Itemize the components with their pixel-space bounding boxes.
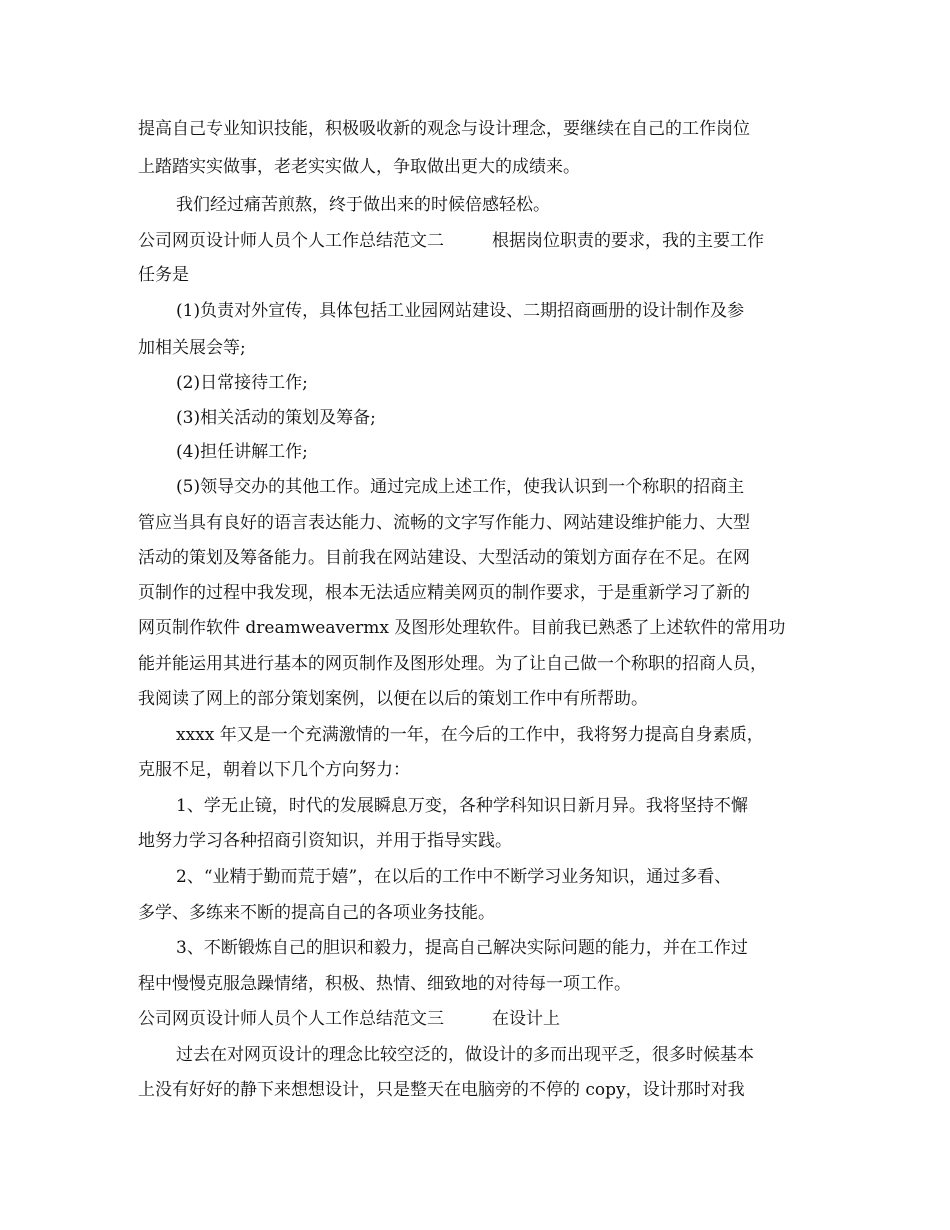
text-line: (2)日常接待工作; bbox=[176, 373, 308, 393]
text-line: 我们经过痛苦煎熬，终于做出来的时候倍感轻松。 bbox=[176, 195, 550, 215]
text-line: 任务是 bbox=[138, 265, 189, 285]
text-line: 上踏踏实实做事，老老实实做人，争取做出更大的成绩来。 bbox=[138, 157, 580, 177]
text-line: 上没有好好的静下来想想设计，只是整天在电脑旁的不停的 copy，设计那时对我 bbox=[138, 1080, 745, 1100]
text-line: 提高自己专业知识技能，积极吸收新的观念与设计理念，要继续在自己的工作岗位 bbox=[138, 119, 750, 139]
text-line: 管应当具有良好的语言表达能力、流畅的文字写作能力、网站建设维护能力、大型 bbox=[138, 513, 750, 533]
text-line: 加相关展会等; bbox=[138, 338, 246, 358]
text-line: (5)领导交办的其他工作。通过完成上述工作，使我认识到一个称职的招商主 bbox=[176, 477, 745, 497]
text-line: 2、“业精于勤而荒于嬉”，在以后的工作中不断学习业务知识，通过多看、 bbox=[176, 867, 732, 887]
text-line: (4)担任讲解工作; bbox=[176, 442, 308, 462]
text-line: 3、不断锻炼自己的胆识和毅力，提高自己解决实际问题的能力，并在工作过 bbox=[176, 938, 748, 958]
section-intro: 在设计上 bbox=[492, 1009, 560, 1029]
text-line: 活动的策划及筹备能力。目前我在网站建设、大型活动的策划方面存在不足。在网 bbox=[138, 548, 750, 568]
text-line: 页制作的过程中我发现，根本无法适应精美网页的制作要求，于是重新学习了新的 bbox=[138, 583, 750, 603]
section-heading-2 bbox=[138, 230, 828, 252]
text-line: 网页制作软件 dreamweavermx 及图形处理软件。目前我已熟悉了上述软件的常用功 bbox=[138, 618, 786, 638]
section-title: 公司网页设计师人员个人工作总结范文二 bbox=[138, 231, 444, 251]
text-line: 能并能运用其进行基本的网页制作及图形处理。为了让自己做一个称职的招商人员， bbox=[138, 654, 767, 674]
text-line: xxxx 年又是一个充满激情的一年，在今后的工作中，我将努力提高自身素质， bbox=[176, 725, 764, 745]
text-line: (3)相关活动的策划及筹备; bbox=[176, 408, 376, 428]
section-intro: 根据岗位职责的要求，我的主要工作 bbox=[492, 231, 764, 251]
section-title: 公司网页设计师人员个人工作总结范文三 bbox=[138, 1009, 444, 1029]
text-line: 过去在对网页设计的理念比较空泛的，做设计的多而出现平乏，很多时候基本 bbox=[176, 1045, 754, 1065]
text-line: 地努力学习各种招商引资知识，并用于指导实践。 bbox=[138, 831, 512, 851]
text-line: 克服不足，朝着以下几个方向努力： bbox=[138, 760, 410, 780]
text-line: 1、学无止镜，时代的发展瞬息万变，各种学科知识日新月异。我将坚持不懈 bbox=[176, 796, 748, 816]
text-line: 多学、多练来不断的提高自己的各项业务技能。 bbox=[138, 903, 495, 923]
section-heading-3 bbox=[138, 1008, 828, 1030]
text-line: 我阅读了网上的部分策划案例，以便在以后的策划工作中有所帮助。 bbox=[138, 689, 648, 709]
text-line: (1)负责对外宣传，具体包括工业园网站建设、二期招商画册的设计制作及参 bbox=[176, 301, 745, 321]
text-line: 程中慢慢克服急躁情绪，积极、热情、细致地的对待每一项工作。 bbox=[138, 974, 631, 994]
